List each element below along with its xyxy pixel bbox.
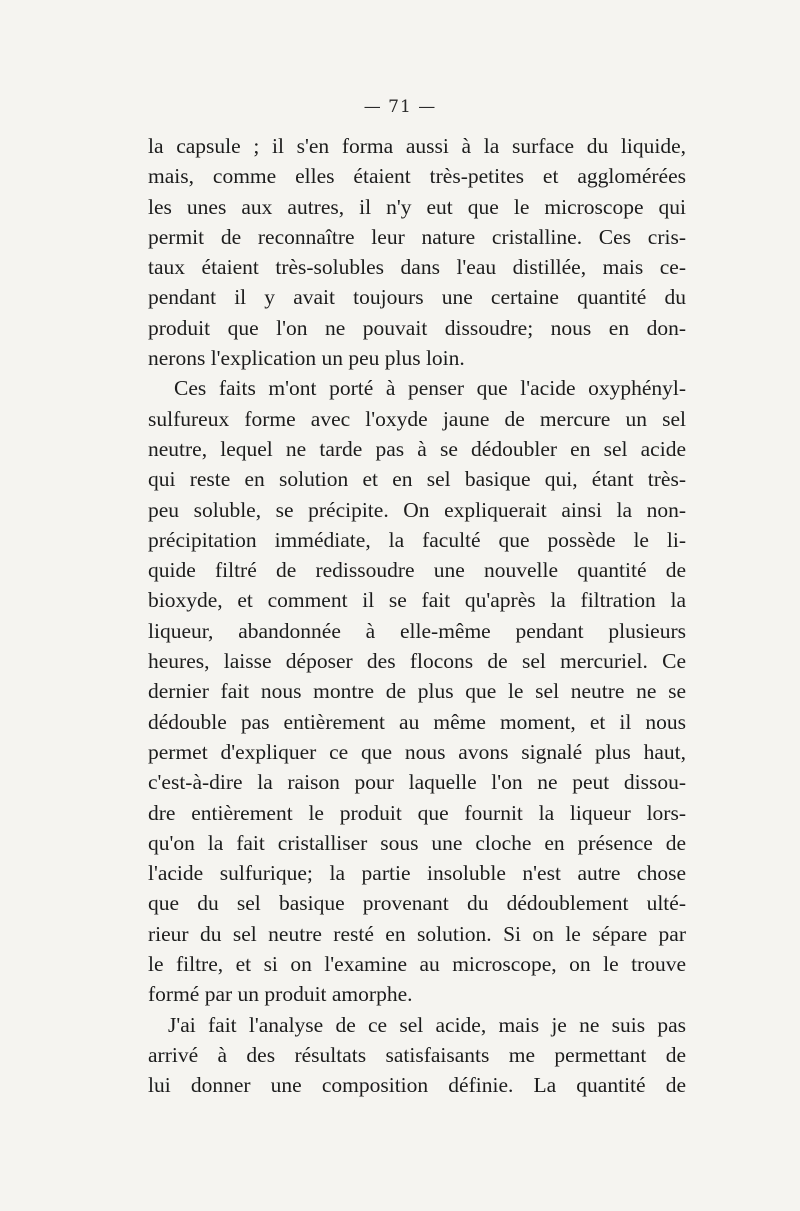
text-line: pendant il y avait toujours une certaine quantité du: [148, 285, 686, 310]
text-line: dre entièrement le produit que fournit la liqueur lors-: [148, 800, 686, 825]
text-line: lui donner une composition définie. La quantité de: [148, 1073, 686, 1098]
text-line: mais, comme elles étaient très-petites et agglomérées: [148, 164, 686, 189]
text-line: bioxyde, et comment il se fait qu'après la filtration la: [148, 588, 686, 613]
text-line: formé par un produit amorphe.: [148, 982, 413, 1007]
text-line: permit de reconnaître leur nature cristalline. Ces cris-: [148, 224, 686, 249]
text-line: précipitation immédiate, la faculté que possède le li-: [148, 527, 686, 552]
text-line: qui reste en solution et en sel basique qui, étant très-: [148, 467, 686, 492]
text-line: J'ai fait l'analyse de ce sel acide, mais je ne suis pas: [168, 1012, 686, 1037]
page-number: — 71 —: [363, 97, 437, 117]
text-line: les unes aux autres, il n'y eut que le microscope qui: [148, 194, 686, 219]
text-line: que du sel basique provenant du dédoublement ulté-: [148, 891, 686, 916]
text-line: arrivé à des résultats satisfaisants me permettant de: [148, 1042, 686, 1067]
body-text: [148, 131, 686, 1101]
text-line: produit que l'on ne pouvait dissoudre; nous en don-: [148, 315, 686, 340]
text-line: permet d'expliquer ce que nous avons signalé plus haut,: [148, 739, 686, 764]
text-line: c'est-à-dire la raison pour laquelle l'on ne peut dissou-: [148, 770, 686, 795]
text-line: quide filtré de redissoudre une nouvelle quantité de: [148, 558, 686, 583]
text-line: heures, laisse déposer des flocons de sel mercuriel. Ce: [148, 649, 686, 674]
text-line: rieur du sel neutre resté en solution. Si on le sépare par: [148, 921, 686, 946]
text-line: sulfureux forme avec l'oxyde jaune de mercure un sel: [148, 406, 686, 431]
text-line: l'acide sulfurique; la partie insoluble n'est autre chose: [148, 861, 686, 886]
text-line: la capsule ; il s'en forma aussi à la surface du liquide,: [148, 134, 686, 158]
text-line: dédouble pas entièrement au même moment, et il nous: [148, 709, 686, 734]
text-line: taux étaient très-solubles dans l'eau distillée, mais ce-: [148, 255, 686, 280]
text-line: nerons l'explication un peu plus loin.: [148, 346, 465, 371]
text-line: qu'on la fait cristalliser sous une cloche en présence de: [148, 830, 686, 855]
text-line: Ces faits m'ont porté à penser que l'acide oxyphényl-: [174, 376, 686, 401]
text-line: neutre, lequel ne tarde pas à se dédoubler en sel acide: [148, 436, 686, 461]
text-line: liqueur, abandonnée à elle-même pendant plusieurs: [148, 618, 686, 643]
text-line: peu soluble, se précipite. On expliquerait ainsi la non-: [148, 497, 686, 522]
text-line: dernier fait nous montre de plus que le sel neutre ne se: [148, 679, 686, 704]
text-line: le filtre, et si on l'examine au microscope, on le trouve: [148, 952, 686, 977]
